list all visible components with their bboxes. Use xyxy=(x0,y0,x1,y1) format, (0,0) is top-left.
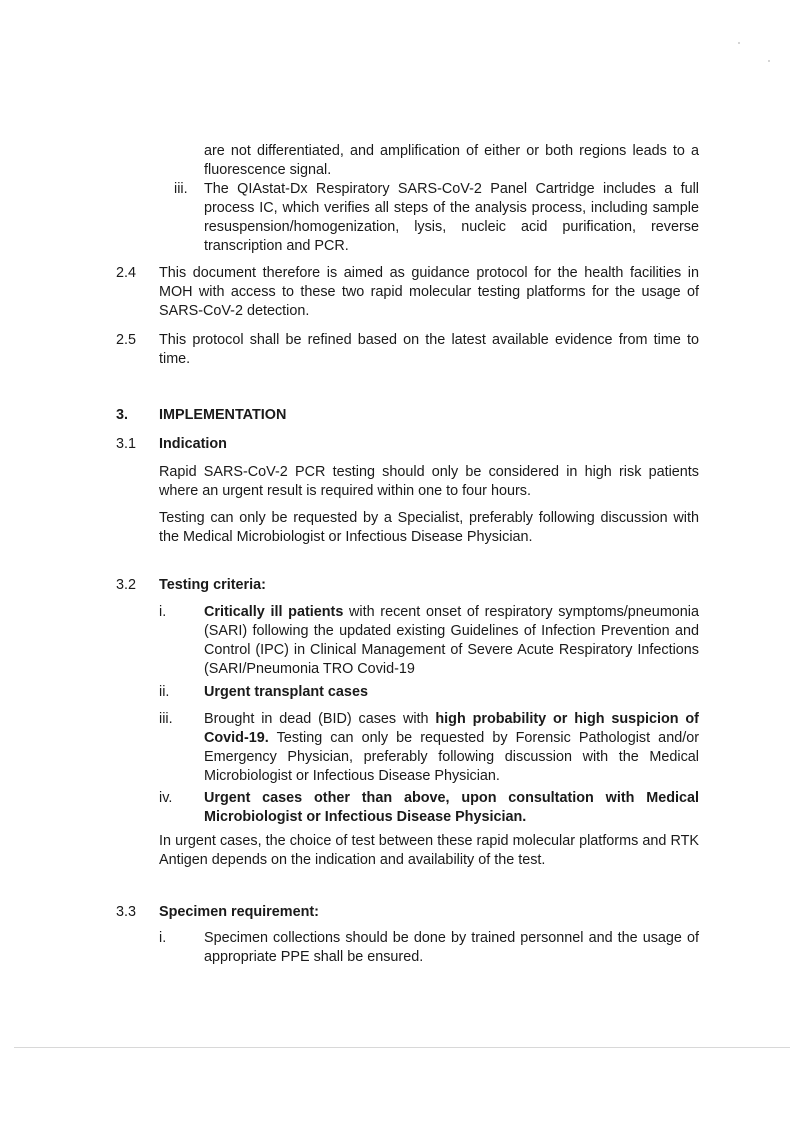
list-number: iv. xyxy=(159,790,173,806)
section-number: 2.4 xyxy=(116,265,137,281)
subsection-paragraph: Testing can only be requested by a Specialist, preferably following discussion with the Medical Microbiologist or Infectious Disease Physician. xyxy=(159,510,699,545)
list-number: ii. xyxy=(159,684,170,700)
list-item-emphasis: Urgent transplant cases xyxy=(204,684,368,700)
list-item-emphasis: Critically ill patients xyxy=(204,604,344,620)
list-item-text xyxy=(204,710,699,786)
scan-speck xyxy=(768,60,770,62)
list-item-text xyxy=(204,603,699,679)
subsection-number: 3.3 xyxy=(116,904,137,920)
list-item-text xyxy=(204,683,699,702)
continuation-paragraph: are not differentiated, and amplification of either or both regions leads to a fluorescence signal. xyxy=(204,143,699,178)
list-item-body: Testing can only be requested by Forensic Pathologist and/or Emergency Physician, preferably following discussion with the Medical Microbiologist or Infectious Disease Physician. xyxy=(204,730,699,784)
list-item-body: with recent onset of respiratory symptoms/pneumonia (SARI) following the updated existing Guidelines of Infection Prevention and Control (IPC) in Clinical Management of Severe Acute Respiratory Infections (SARI/Pneumonia TRO Covid-19 xyxy=(204,604,700,677)
list-item-emphasis: Urgent cases other than above, upon consultation with Medical Microbiologist or Infectious Disease Physician. xyxy=(204,790,699,825)
footer-divider xyxy=(14,1047,790,1048)
section-number: 2.5 xyxy=(116,332,137,348)
section-paragraph: This document therefore is aimed as guidance protocol for the health facilities in MOH with access to these two rapid molecular testing platforms for the usage of SARS-CoV-2 detection. xyxy=(159,265,699,319)
scan-speck xyxy=(738,42,740,44)
list-number: i. xyxy=(159,930,167,946)
list-number: iii. xyxy=(159,711,173,727)
list-number: i. xyxy=(159,604,167,620)
subsection-heading: Testing criteria: xyxy=(159,577,266,593)
list-item-text xyxy=(204,789,699,827)
subsection-heading: Specimen requirement: xyxy=(159,904,319,920)
subsection-number: 3.1 xyxy=(116,436,137,452)
subsection-paragraph: Rapid SARS-CoV-2 PCR testing should only be considered in high risk patients where an urgent result is required within one to four hours. xyxy=(159,464,699,499)
section-number: 3. xyxy=(116,407,129,423)
list-item-body: Brought in dead (BID) cases with xyxy=(204,711,436,727)
list-number: iii. xyxy=(174,181,188,197)
subsection-number: 3.2 xyxy=(116,577,137,593)
list-item-emphasis: high probability or high suspicion of Covid-19. xyxy=(204,711,699,746)
list-item-text: Specimen collections should be done by trained personnel and the usage of appropriate PPE shall be ensured. xyxy=(204,930,699,965)
list-item-text: The QIAstat-Dx Respiratory SARS-CoV-2 Panel Cartridge includes a full process IC, which verifies all steps of the analysis process, including sample resuspension/homogenization, lysis, nucleic acid purification, reverse transcription and PCR. xyxy=(204,181,699,254)
section-paragraph: This protocol shall be refined based on the latest available evidence from time to time. xyxy=(159,332,699,367)
section-heading: IMPLEMENTATION xyxy=(159,407,287,423)
subsection-heading: Indication xyxy=(159,436,227,452)
subsection-paragraph: In urgent cases, the choice of test between these rapid molecular platforms and RTK Antigen depends on the indication and availability of the test. xyxy=(159,833,699,868)
